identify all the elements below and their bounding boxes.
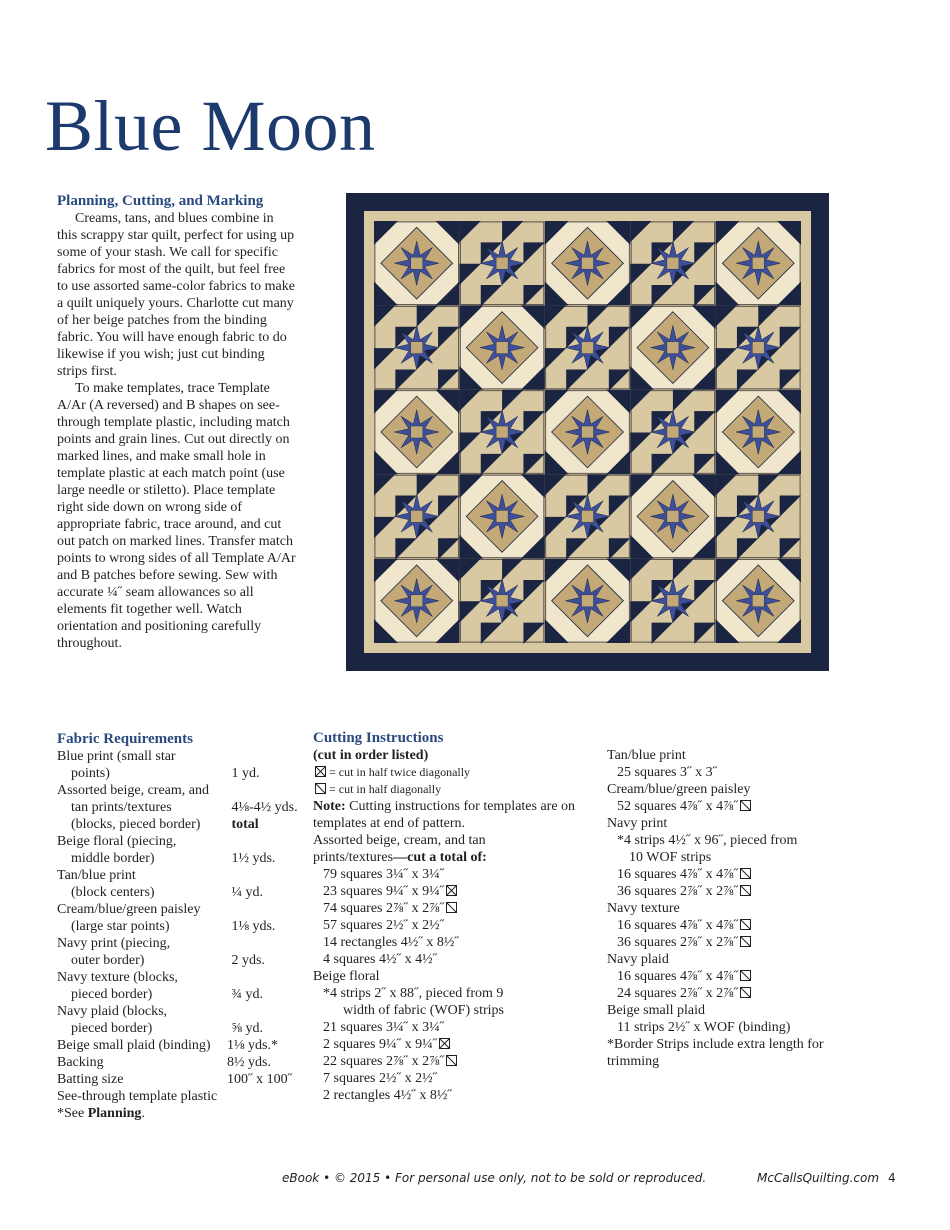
cutting-instructions-col2 [607,747,877,1070]
fabric-name: See-through template plastic [57,1089,218,1104]
quilt-star-center [582,257,594,269]
quilt-illustration [346,193,829,671]
fabric-row [57,833,307,850]
quilt-star-center [582,510,594,522]
fabric-row [57,816,307,833]
fabric-name: Navy plaid (blocks, [57,1004,168,1019]
cut-diagonal-icon [740,800,751,811]
fabric-row [57,884,307,901]
fabric-row [57,935,307,952]
fabric-name: Navy print (piecing, [57,936,171,951]
beige-small-plaid-item: 11 strips 2½˝ x WOF (binding) [617,1020,791,1035]
fabric-name: Blue print (small star [57,749,176,764]
navy-plaid-cut-list [607,968,877,1002]
quilt-star-center [752,510,764,522]
fabric-quantity: 1½ yds. [231,851,276,866]
fabric-name: Backing [57,1055,104,1070]
fabric-row [57,1037,307,1054]
fabric-quantity [227,935,307,952]
cut-diagonal-icon [740,987,751,998]
fabric-row [57,969,307,986]
fabric-row [57,765,307,782]
quilt-star-center [582,426,594,438]
cut-item: 2 squares 9¼˝ x 9¼˝ [313,1036,593,1053]
navy-print-strips: *4 strips 4½˝ x 96˝, pieced from [617,833,798,848]
cut-item: 14 rectangles 4½˝ x 8½˝ [323,935,460,950]
navy-texture-cut-list [607,917,877,951]
key-half: = cut in half diagonally [313,781,593,798]
fabric-row [57,1003,307,1020]
cut-item: 57 squares 2½˝ x 2½˝ [323,918,445,933]
fabric-quantity [227,969,307,986]
quilt-star-center [667,257,679,269]
fabric-name: Assorted beige, cream, and [57,783,209,798]
quilt-star-center [667,595,679,607]
cut-item: 16 squares 4⅞˝ x 4⅞˝ [607,866,877,883]
fabric-name: outer border) [71,953,145,968]
cut-item: 2 rectangles 4½˝ x 8½˝ [323,1088,453,1103]
navy-print-strips-cont: 10 WOF strips [629,850,712,865]
fabric-name: (large star points) [71,919,170,934]
quilt-star-center [667,510,679,522]
fabric-quantity: total [231,817,259,832]
fabric-quantity [227,748,307,765]
fabric-name: Navy texture (blocks, [57,970,178,985]
cut-diagonal-icon [446,1055,457,1066]
fabric-name: pieced border) [71,987,153,1002]
beige-floral-label: Beige floral [313,969,380,984]
fabric-name: (blocks, pieced border) [71,817,201,832]
quilt-star-center [411,342,423,354]
fabric-row [57,782,307,799]
quilt-star-center [411,257,423,269]
fabric-quantity: 1⅛ yds. [231,919,276,934]
cut-item: 36 squares 2⅞˝ x 2⅞˝ [607,934,877,951]
page-title: Blue Moon [45,86,376,166]
cut-item: 16 squares 4⅞˝ x 4⅞˝ [607,917,877,934]
quilt-star-center [752,257,764,269]
quilt-star-center [582,595,594,607]
cut-diagonal-icon [740,919,751,930]
cut-diagonal-icon [315,783,326,794]
fabric-list [57,748,307,1105]
quilt-star-center [752,342,764,354]
quilt-star-center [667,426,679,438]
quilt-star-center [582,342,594,354]
planning-paragraph-2: To make templates, trace Template A/Ar (A reversed) and B shapes on see-through template plastic, including match points and grain lines. Cut out directly on marked lines, and make small hole in template plastic at each match point (use large needle or stiletto). Place template right side down on wrong side of appropriate fabric, trace around, and cut out patch on marked lines. Transfer match points to wrong sides of all Template A/Ar and B patches before sewing. Sew with accurate ¼˝ seam allowances so all elements fit together well. Watch orientation and positioning carefully throughout. [57,381,296,651]
cut-diagonal-icon [446,902,457,913]
cut-diagonal-icon [740,885,751,896]
quilt-star-center [411,510,423,522]
cut-item: 7 squares 2½˝ x 2½˝ [323,1071,438,1086]
quilt-star-center [667,342,679,354]
fabric-row [57,952,307,969]
navy-plaid-label: Navy plaid [607,952,669,967]
fabric-name: Beige floral (piecing, [57,834,177,849]
planning-heading: Planning, Cutting, and Marking [57,193,264,209]
fabric-row [57,799,307,816]
fabric-heading: Fabric Requirements [57,731,193,747]
fabric-name: Beige small plaid (binding) [57,1038,211,1053]
fabric-row [57,867,307,884]
border-note: *Border Strips include extra length for trimming [607,1037,824,1069]
cut-diagonal-icon [740,936,751,947]
paisley-label: Cream/blue/green paisley [607,782,751,797]
cut-item: 24 squares 2⅞˝ x 2⅞˝ [607,985,877,1002]
page-footer [282,1171,902,1187]
fabric-row [57,1054,307,1071]
cut-item: 79 squares 3¼˝ x 3¼˝ [323,867,445,882]
fabric-name: points) [71,766,110,781]
fabric-quantity [227,901,307,918]
planning-section [57,192,297,652]
cut-item: 4 squares 4½˝ x 4½˝ [323,952,438,967]
cut-item: 23 squares 9¼˝ x 9¼˝ [313,883,593,900]
fabric-quantity: ¼ yd. [231,885,263,900]
cut-item: 21 squares 3¼˝ x 3¼˝ [323,1020,445,1035]
cut-item: 74 squares 2⅞˝ x 2⅞˝ [313,900,593,917]
quilt-star-center [411,426,423,438]
cutting-note: Note: Cutting instructions for templates are on templates at end of pattern. [313,799,576,831]
fabric-requirements [57,730,307,1122]
fabric-quantity: 100˝ x 100˝ [227,1072,293,1087]
fabric-quantity [227,833,307,850]
key-quarter: = cut in half twice diagonally [313,764,593,781]
tan-blue-item: 25 squares 3˝ x 3˝ [617,765,718,780]
fabric-name: Tan/blue print [57,868,136,883]
cutting-subheading: (cut in order listed) [313,748,429,763]
fabric-name: Batting size [57,1072,124,1087]
assorted-cut-list [313,866,593,968]
fabric-row [57,901,307,918]
tan-blue-label: Tan/blue print [607,748,686,763]
assorted-label-2: prints/textures—cut a total of: [313,850,487,865]
fabric-name: Cream/blue/green paisley [57,902,201,917]
cut-twice-diagonal-icon [439,1038,450,1049]
fabric-row [57,1071,307,1088]
navy-print-cut-list [607,866,877,900]
fabric-row [57,918,307,935]
cut-twice-diagonal-icon [315,766,326,777]
fabric-quantity: 1⅛ yds.* [227,1038,278,1053]
navy-texture-label: Navy texture [607,901,680,916]
fabric-row [57,850,307,867]
fabric-name: tan prints/textures [71,800,172,815]
fabric-quantity: 4⅛-4½ yds. [231,800,298,815]
quilt-star-center [496,510,508,522]
fabric-name: middle border) [71,851,155,866]
fabric-quantity [227,782,307,799]
copyright-text: eBook • © 2015 • For personal use only, not to be sold or reproduced. [282,1171,707,1185]
assorted-label-1: Assorted beige, cream, and tan [313,833,486,848]
fabric-quantity [227,1088,307,1105]
quilt-star-center [496,426,508,438]
cutting-instructions-col1 [313,729,593,1104]
fabric-row [57,748,307,765]
page-number: 4 [888,1171,896,1185]
navy-print-label: Navy print [607,816,668,831]
fabric-quantity: 2 yds. [231,953,265,968]
paisley-item: 52 squares 4⅞˝ x 4⅞˝ [607,798,877,815]
fabric-quantity [227,1003,307,1020]
fabric-row [57,1088,307,1105]
quilt-photo [346,193,829,671]
cut-item: 16 squares 4⅞˝ x 4⅞˝ [607,968,877,985]
fabric-note: *See Planning. [57,1106,145,1121]
fabric-row [57,986,307,1003]
quilt-star-center [752,426,764,438]
cutting-heading: Cutting Instructions [313,730,444,746]
fabric-name: (block centers) [71,885,155,900]
quilt-star-center [752,595,764,607]
website-link[interactable]: McCallsQuilting.com [757,1171,880,1185]
fabric-row [57,1020,307,1037]
beige-small-plaid-label: Beige small plaid [607,1003,705,1018]
fabric-quantity: ⅝ yd. [231,1021,263,1036]
beige-floral-strips: *4 strips 2˝ x 88˝, pieced from 9 [323,986,504,1001]
fabric-quantity: ¾ yd. [231,987,263,1002]
cut-item: 36 squares 2⅞˝ x 2⅞˝ [607,883,877,900]
quilt-star-center [496,342,508,354]
fabric-quantity: 8½ yds. [227,1055,271,1070]
quilt-star-center [496,257,508,269]
cut-diagonal-icon [740,868,751,879]
beige-floral-strips-cont: width of fabric (WOF) strips [343,1003,504,1018]
cut-twice-diagonal-icon [446,885,457,896]
cut-item: 22 squares 2⅞˝ x 2⅞˝ [313,1053,593,1070]
fabric-name: pieced border) [71,1021,153,1036]
planning-paragraph-1: Creams, tans, and blues combine in this scrappy star quilt, perfect for using up some of your stash. We call for specific fabrics for most of the quilt, but feel free to use assorted same-color fabrics to make a quilt uniquely yours. Charlotte cut many of her beige patches from the binding fabric. You will have enough fabric to do likewise if you wish; just cut binding strips first. [57,211,295,379]
quilt-star-center [411,595,423,607]
quilt-star-center [496,595,508,607]
fabric-quantity [227,867,307,884]
fabric-quantity: 1 yd. [231,766,260,781]
beige-floral-cut-list [313,1019,593,1104]
cut-diagonal-icon [740,970,751,981]
